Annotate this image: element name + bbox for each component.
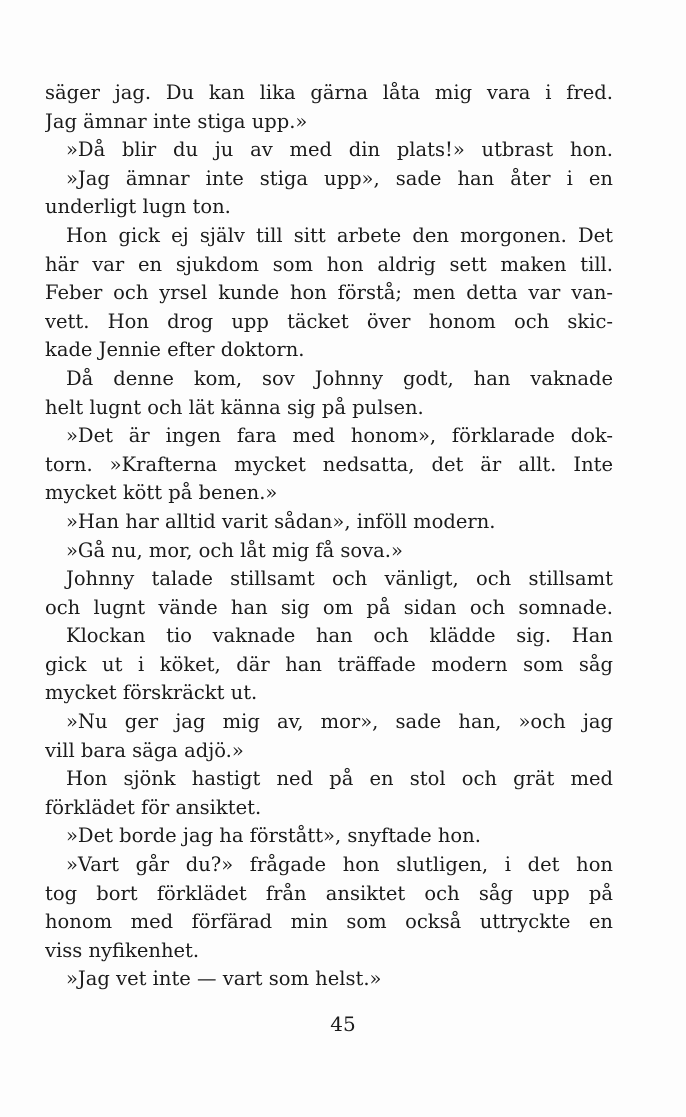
text-line: Klockan tio vaknade han och klädde sig. Han [66, 624, 613, 648]
page-number: 45 [330, 1012, 356, 1036]
text-line: Feber och yrsel kunde hon förstå; men detta var van- [45, 281, 613, 305]
body-text [45, 79, 613, 994]
text-line: Jag ämnar inte stiga upp.» [45, 109, 308, 133]
text-line: Hon gick ej själv till sitt arbete den morgonen. Det [66, 223, 613, 247]
text-line: kade Jennie efter doktorn. [45, 338, 305, 362]
text-line: tog bort förklädet från ansiktet och såg upp på [45, 881, 613, 905]
text-line: Hon sjönk hastigt ned på en stol och grät med [66, 767, 613, 791]
text-line: »Nu ger jag mig av, mor», sade han, »och jag [66, 710, 613, 734]
text-line: »Det är ingen fara med honom», förklarade dok- [66, 424, 613, 448]
text-line: Johnny talade stillsamt och vänligt, och stillsamt [66, 567, 613, 591]
text-line: torn. »Krafterna mycket nedsatta, det är allt. Inte [45, 452, 613, 476]
text-line: helt lugnt och lät känna sig på pulsen. [45, 395, 424, 419]
text-line: gick ut i köket, där han träffade modern som såg [45, 652, 613, 676]
text-line: säger jag. Du kan lika gärna låta mig vara i fred. [45, 81, 613, 104]
text-line: underligt lugn ton. [45, 195, 231, 219]
text-line: honom med förfärad min som också uttryckte en [45, 910, 613, 934]
text-line: »Jag ämnar inte stiga upp», sade han åter i en [66, 166, 613, 190]
text-line: »Gå nu, mor, och låt mig få sova.» [66, 538, 403, 562]
text-line: »Då blir du ju av med din plats!» utbrast hon. [66, 138, 613, 162]
text-line: här var en sjukdom som hon aldrig sett maken till. [45, 252, 613, 276]
text-line: förklädet för ansiktet. [45, 795, 262, 819]
text-line: »Jag vet inte — vart som helst.» [66, 967, 382, 991]
text-line: »Vart går du?» frågade hon slutligen, i det hon [66, 853, 613, 877]
text-line: Då denne kom, sov Johnny godt, han vaknade [66, 366, 613, 390]
text-line: »Han har alltid varit sådan», inföll modern. [66, 509, 496, 533]
text-line: mycket kött på benen.» [45, 481, 278, 505]
text-line: och lugnt vände han sig om på sidan och somnade. [45, 595, 613, 619]
text-line: viss nyfikenhet. [45, 938, 200, 962]
text-line: vett. Hon drog upp täcket över honom och skic- [45, 309, 613, 333]
text-line: vill bara säga adjö.» [45, 738, 244, 762]
text-line: »Det borde jag ha förstått», snyftade hon. [66, 824, 481, 848]
text-line: mycket förskräckt ut. [45, 681, 258, 705]
